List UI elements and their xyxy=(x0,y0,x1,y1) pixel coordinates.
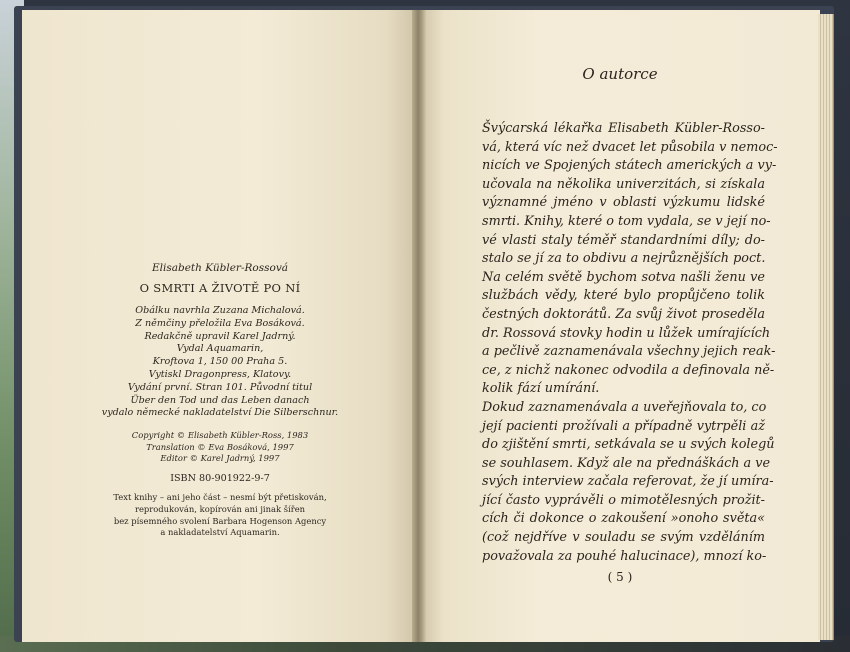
credit-line: Vydal Aquamarin, xyxy=(176,343,264,355)
text-line: dr. Rossová stovky hodin u lůžek umírajících xyxy=(482,325,771,341)
text-line: významné jméno v oblasti výzkumu lidské xyxy=(482,195,765,211)
rights-notice xyxy=(22,492,418,538)
copyright-block xyxy=(22,430,418,464)
text-line: čestných doktorátů. Za svůj život proseděla xyxy=(482,306,765,322)
rights-line: a nakladatelství Aquamarin. xyxy=(160,527,280,538)
isbn: ISBN 80-901922-9-7 xyxy=(170,473,270,485)
page-number: ( 5 ) xyxy=(607,570,633,584)
credit-line: Kroftova 1, 150 00 Praha 5. xyxy=(152,356,288,368)
credit-line: Über den Tod und das Leben danach xyxy=(130,394,310,406)
credit-line: vydalo německé nakladatelství Die Silberschnur. xyxy=(101,407,339,419)
chapter-heading: O autorce xyxy=(582,65,658,83)
text-line: a pečlivě zaznamenávala všechny jejich reak- xyxy=(482,344,776,360)
rights-line: bez písemného svolení Barbara Hogenson Agency xyxy=(113,515,327,526)
credit-line: Vytiskl Dragonpress, Klatovy. xyxy=(148,368,292,380)
text-line: (což nejdříve v souladu se svým vzděláním xyxy=(482,530,765,546)
credit-line: Obálku navrhla Zuzana Michalová. xyxy=(135,305,305,316)
copyright-line: Copyright © Elisabeth Kübler-Ross, 1983 xyxy=(131,430,309,441)
imprint-block xyxy=(22,262,418,539)
credit-line: Z němčiny přeložila Eva Bosáková. xyxy=(135,317,305,329)
book-author: Elisabeth Kübler-Rossová xyxy=(151,262,289,274)
text-line: jící často vyprávěli o mimotělesných prožit- xyxy=(482,492,765,508)
credit-line: Redakčně upravil Karel Jadrný. xyxy=(144,330,296,342)
page-edges xyxy=(818,14,834,640)
text-line: ce, z nichž nakonec odvodila a definovala ně- xyxy=(482,362,775,378)
text-line: kolik fází umírání. xyxy=(482,381,600,397)
text-line: považovala za pouhé halucinace), mnozí ko- xyxy=(482,548,767,564)
rights-line: reprodukován, kopírován ani jinak šířen xyxy=(134,503,306,514)
text-line: se souhlasem. Když ale na přednáškách a ve xyxy=(482,455,771,471)
text-line: Dokud zaznamenávala a uveřejňovala to, co xyxy=(482,399,767,415)
text-line: stalo se jí za to obdivu a nejrůznějších poct. xyxy=(482,251,766,267)
text-line: učovala na několika univerzitách, si získala xyxy=(482,176,765,192)
text-line: smrti. Knihy, které o tom vydala, se v její no- xyxy=(482,213,771,229)
text-line: cích či dokonce o zakoušení »onoho světa« xyxy=(482,511,765,527)
rights-line: Text knihy – ani jeho část – nesmí být přetiskován, xyxy=(113,492,327,503)
credit-line: Vydání první. Stran 101. Původní titul xyxy=(127,381,313,393)
text-line: svých interview začala referovat, že jí umíra- xyxy=(482,474,774,490)
text-line: vá, která víc než dvacet let působila v nemoc- xyxy=(482,139,778,155)
text-line: Švýcarská lékařka Elisabeth Kübler-Rosso- xyxy=(482,121,765,136)
text-line: vé vlasti staly téměř standardními díly; do- xyxy=(482,232,765,248)
credits-block xyxy=(22,305,418,420)
book-title: O SMRTI A ŽIVOTĚ PO NÍ xyxy=(139,281,301,295)
text-line: její pacienti prožívali a případně vytrpěli až xyxy=(482,418,765,434)
copyright-line: Editor © Karel Jadrný, 1997 xyxy=(160,452,280,463)
body-text xyxy=(482,120,778,566)
text-line: službách vědy, které bylo propůjčeno tolik xyxy=(482,288,765,304)
text-line: Na celém světě bychom sotva našli ženu ve xyxy=(482,269,765,285)
text-line: nicích ve Spojených státech amerických a vy- xyxy=(482,158,777,174)
copyright-line: Translation © Eva Bosáková, 1997 xyxy=(146,441,294,452)
text-line: do zjištění smrti, setkávala se u svých kolegů xyxy=(482,437,775,453)
